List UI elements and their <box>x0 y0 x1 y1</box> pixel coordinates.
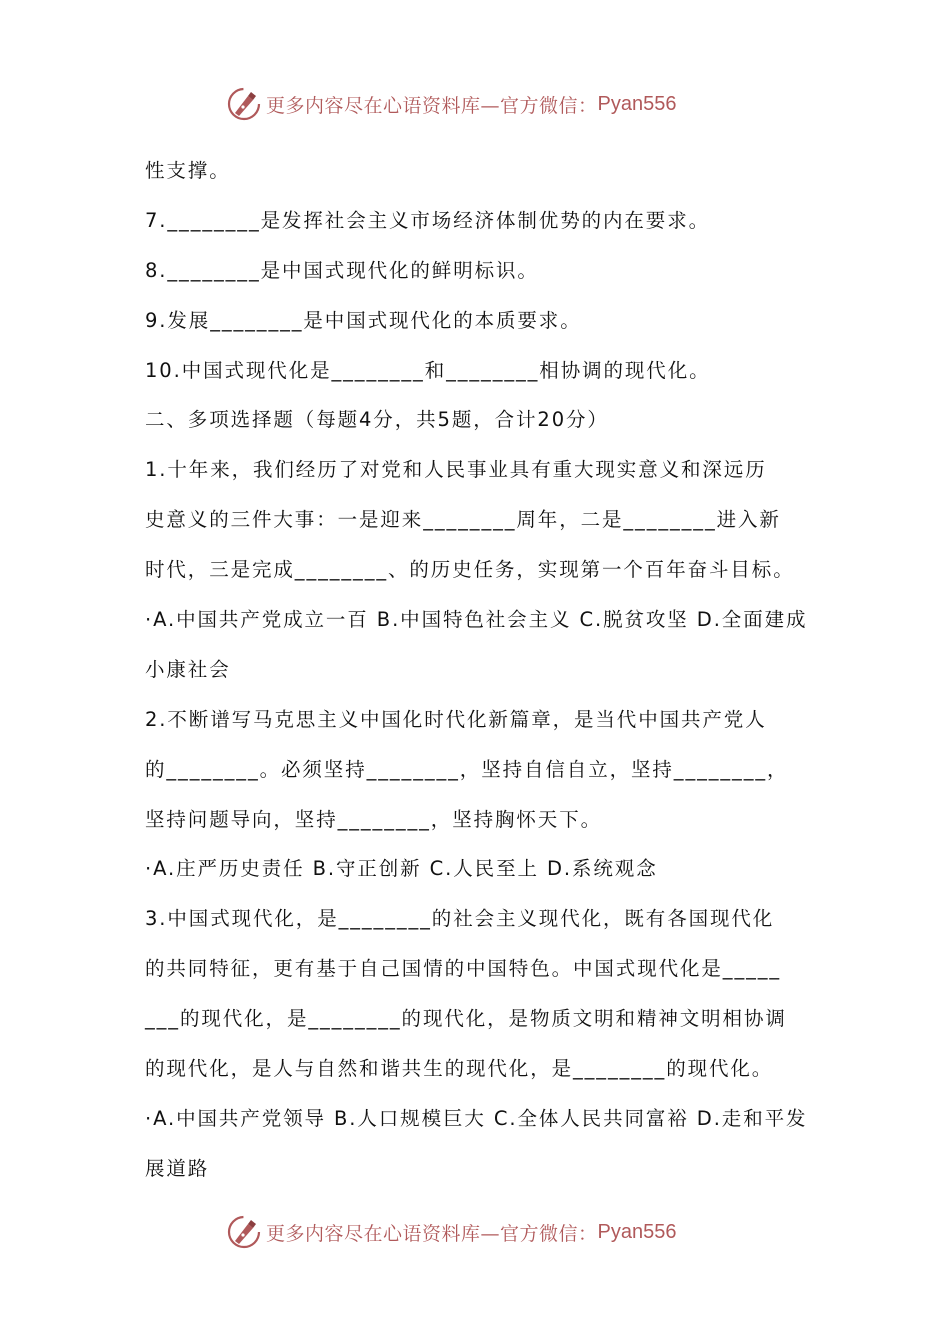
mc-question-3: 3.中国式现代化，是________的社会主义现代化，既有各国现代化 <box>145 907 775 931</box>
mc-question-1: 1.十年来，我们经历了对党和人民事业具有重大现实意义和深远历 <box>145 458 767 482</box>
text-line: 性支撑。 <box>145 159 231 182</box>
header-text: 更多内容尽在心语资料库—官方微信： <box>266 94 598 117</box>
mc-options-1: ·A.中国共产党成立一百 B.中国特色社会主义 C.脱贫攻坚 D.全面建成 <box>145 608 808 632</box>
question-8: 8.________是中国式现代化的鲜明标识。 <box>145 258 539 282</box>
footer-wechat-id: Pyan556 <box>597 1220 677 1243</box>
section-heading: 二、多项选择题（每题4分，共5题，合计20分） <box>145 408 609 432</box>
question-7: 7.________是发挥社会主义市场经济体制优势的内在要求。 <box>145 208 711 232</box>
mc-options-3: ·A.中国共产党领导 B.人口规模巨大 C.全体人民共同富裕 D.走和平发 <box>145 1106 808 1130</box>
footer-banner <box>226 1212 746 1252</box>
mc-question-2-cont: 坚持问题导向，坚持________，坚持胸怀天下。 <box>145 807 603 831</box>
mc-question-3-cont: 的现代化，是人与自然和谐共生的现代化，是________的现代化。 <box>145 1057 774 1081</box>
mc-question-2-cont: 的________。必须坚持________，坚持自信自立，坚持________， <box>145 757 789 781</box>
mc-question-1-cont: 史意义的三件大事：一是迎来________周年，二是________进入新 <box>145 508 781 532</box>
mc-question-3-cont: 的共同特征，更有基于自己国情的中国特色。中国式现代化是_____ <box>145 957 782 981</box>
pen-nib-logo-icon <box>226 86 262 122</box>
header-wechat-id: Pyan556 <box>597 92 677 115</box>
header-banner <box>226 84 746 124</box>
mc-question-3-cont: ___的现代化，是________的现代化，是物质文明和精神文明相协调 <box>145 1007 787 1031</box>
mc-options-3-cont: 展道路 <box>145 1156 210 1180</box>
mc-options-1-cont: 小康社会 <box>145 657 231 681</box>
document-body <box>145 146 809 1194</box>
pen-nib-logo-icon <box>226 1214 262 1250</box>
mc-question-2: 2.不断谱写马克思主义中国化时代化新篇章，是当代中国共产党人 <box>145 707 767 731</box>
footer-text: 更多内容尽在心语资料库—官方微信： <box>266 1222 598 1245</box>
question-9: 9.发展________是中国式现代化的本质要求。 <box>145 308 582 332</box>
question-10: 10.中国式现代化是________和________相协调的现代化。 <box>145 358 711 382</box>
mc-options-2: ·A.庄严历史责任 B.守正创新 C.人民至上 D.系统观念 <box>145 857 658 881</box>
mc-question-1-cont: 时代，三是完成________、的历史任务，实现第一个百年奋斗目标。 <box>145 558 795 582</box>
